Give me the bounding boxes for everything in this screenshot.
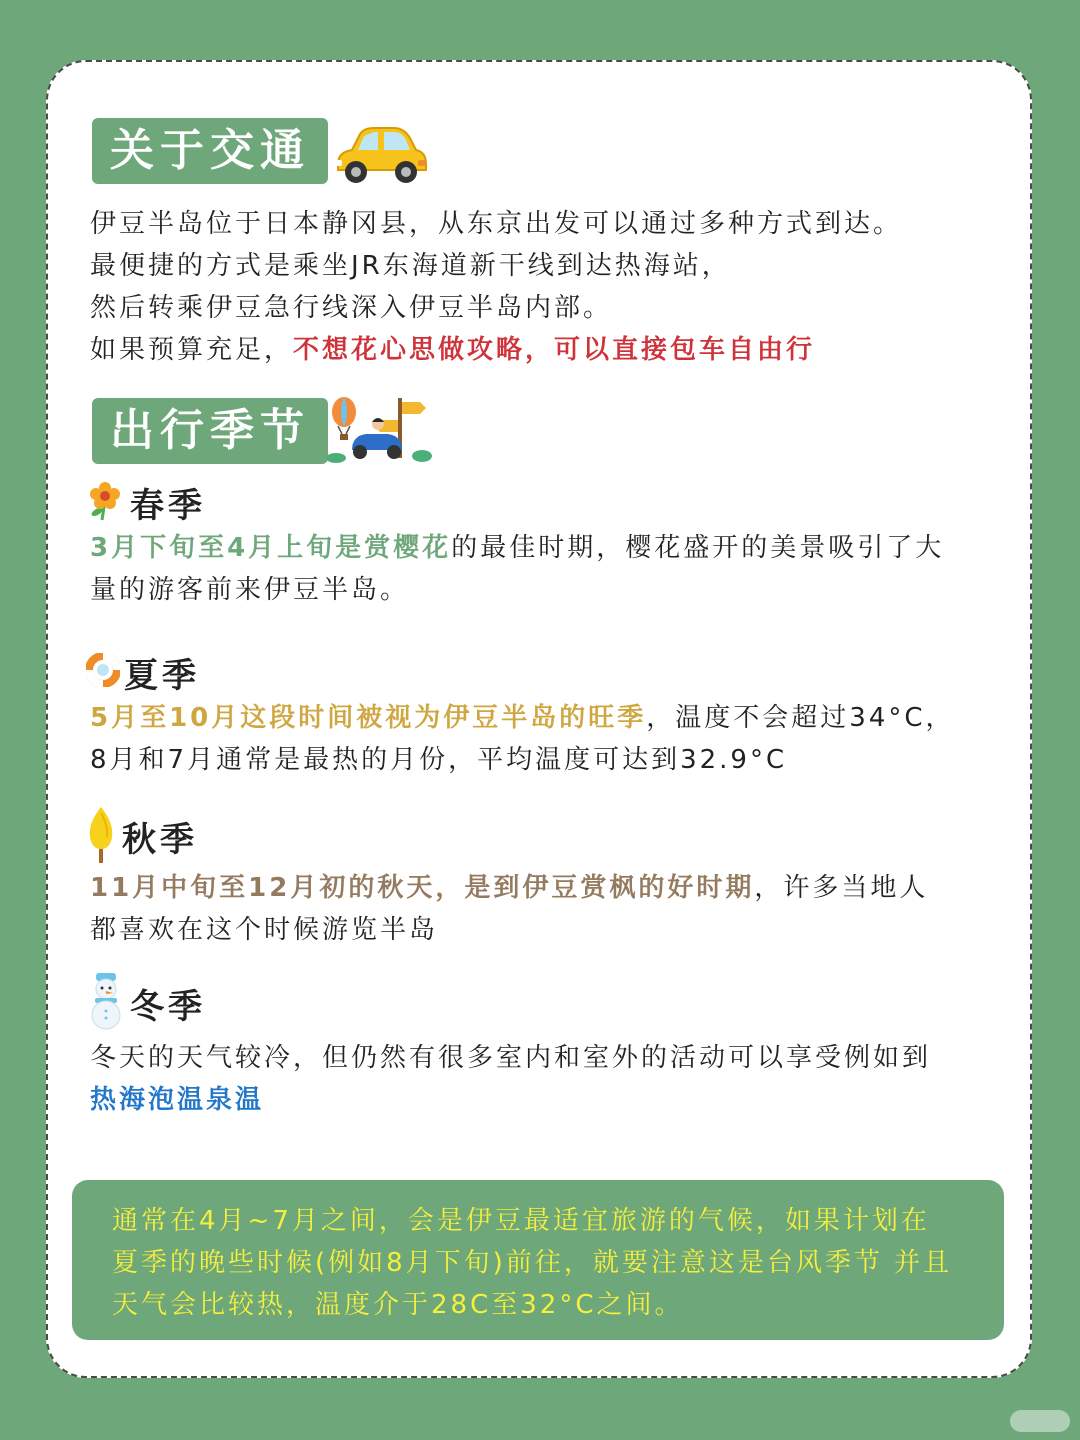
tree-icon	[86, 805, 116, 867]
summer-title: 夏季	[124, 655, 200, 696]
transport-line-4	[90, 329, 815, 371]
autumn-line-1-rest: ，许多当地人	[754, 873, 929, 903]
transport-line-4-highlight: 不想花心思做攻略，可以直接包车自由行	[293, 335, 816, 365]
tip-line-3: 天气会比较热，温度介于28C至32°C之间。	[112, 1290, 684, 1320]
spring-line-2: 量的游客前来伊豆半岛。	[90, 575, 410, 605]
swim-ring-icon	[86, 653, 120, 691]
summer-line-1	[90, 697, 955, 739]
watermark-badge	[1010, 1410, 1070, 1432]
summer-highlight: 5月至10月这段时间被视为伊豆半岛的旺季	[90, 703, 647, 733]
transport-line-4-plain: 如果预算充足，	[90, 335, 294, 365]
winter-line-1: 冬天的天气较冷，但仍然有很多室内和室外的活动可以享受例如到	[90, 1043, 932, 1073]
car-icon	[330, 124, 430, 190]
flower-icon	[86, 478, 124, 526]
tip-line-2: 夏季的晚些时候(例如8月下旬)前往，就要注意这是台风季节 并且	[112, 1248, 953, 1278]
summer-line-1-rest: ，温度不会超过34°C，	[646, 703, 955, 733]
autumn-line-2: 都喜欢在这个时候游览半岛	[90, 915, 439, 945]
transport-section-tag: 关于交通	[92, 118, 328, 184]
transport-line-2: 最便捷的方式是乘坐JR东海道新干线到达热海站，	[90, 251, 731, 281]
winter-highlight: 热海泡温泉温	[90, 1085, 265, 1115]
transport-line-1: 伊豆半岛位于日本静冈县，从东京出发可以通过多种方式到达。	[90, 209, 903, 239]
autumn-header	[86, 806, 198, 866]
summer-line-2: 8月和7月通常是最热的月份，平均温度可达到32.9°C	[90, 745, 788, 775]
spring-title: 春季	[130, 485, 206, 526]
winter-line-2	[90, 1079, 264, 1121]
spring-highlight: 3月下旬至4月上旬是赏樱花	[90, 533, 452, 563]
travel-illustration-icon	[322, 392, 432, 470]
winter-title: 冬季	[130, 986, 206, 1027]
snowman-icon	[86, 971, 126, 1035]
tip-line-1: 通常在4月~7月之间，会是伊豆最适宜旅游的气候，如果计划在	[112, 1206, 930, 1236]
spring-header	[86, 478, 206, 526]
transport-line-3: 然后转乘伊豆急行线深入伊豆半岛内部。	[90, 293, 613, 323]
season-section-tag: 出行季节	[92, 398, 328, 464]
winter-header	[86, 972, 206, 1034]
summer-header	[86, 648, 200, 696]
autumn-highlight: 11月中旬至12月初的秋天，是到伊豆赏枫的好时期	[90, 873, 755, 903]
tip-box	[72, 1180, 1004, 1340]
spring-line-1	[90, 527, 944, 569]
spring-line-1-rest: 的最佳时期，樱花盛开的美景吸引了大	[451, 533, 945, 563]
autumn-title: 秋季	[122, 819, 198, 860]
autumn-line-1	[90, 867, 928, 909]
